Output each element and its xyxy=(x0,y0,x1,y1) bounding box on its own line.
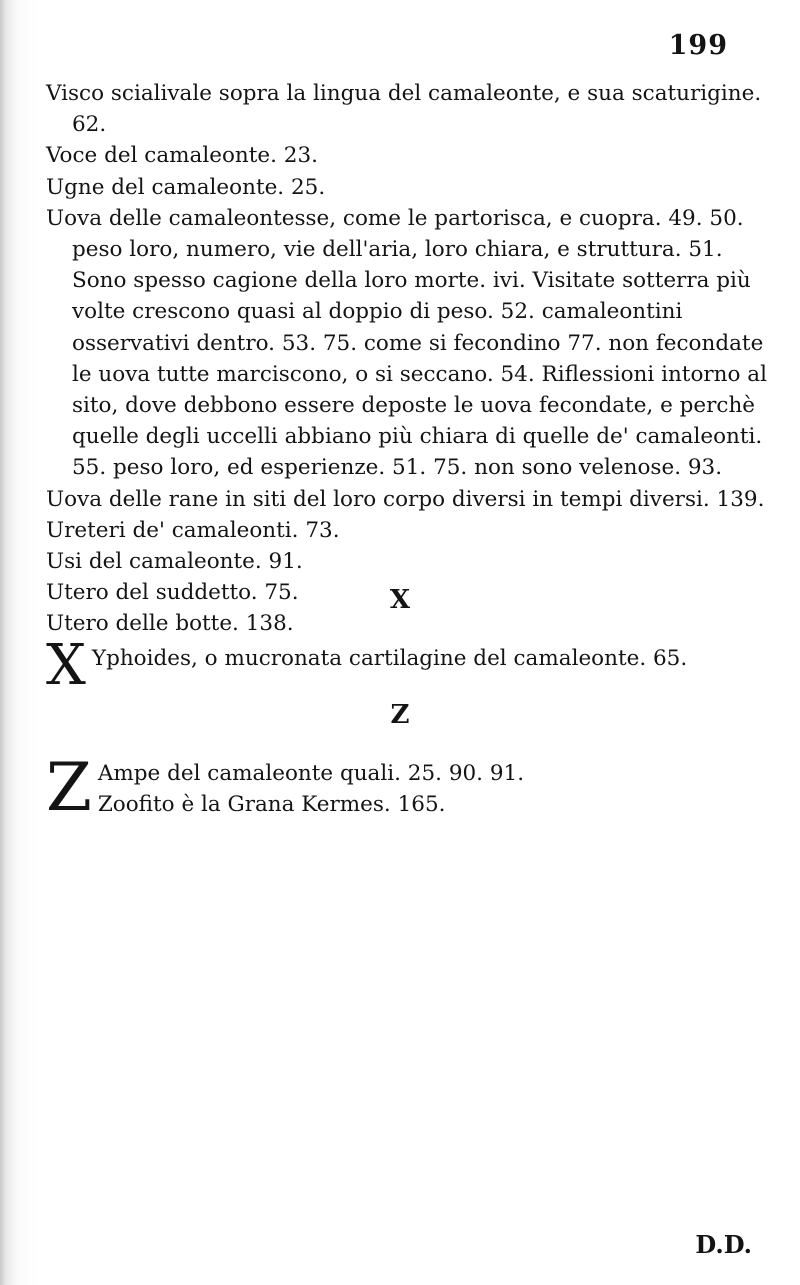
page-number: 199 xyxy=(668,30,728,61)
drop-cap-z: Z xyxy=(46,749,92,826)
index-entry: Utero del suddetto. 75. xyxy=(46,580,299,606)
index-entry: Uova delle rane in siti del loro corpo diversi in tempi diversi. 139. xyxy=(46,486,765,512)
index-entry: Ugne del camaleonte. 25. xyxy=(46,174,326,200)
catchword: D.D. xyxy=(695,1230,752,1259)
section-heading-z: Z xyxy=(390,700,410,730)
section-z-entry xyxy=(46,749,771,826)
index-entry: Yphoides, o mucronata cartilagine del camaleonte. 65. xyxy=(91,646,688,671)
index-entry: Zoofito è la Grana Kermes. 165. xyxy=(97,792,446,818)
index-entry: Visco scialivale sopra la lingua del camaleonte, e sua scaturigine. 62. xyxy=(46,81,762,138)
index-entries xyxy=(46,78,771,640)
section-heading-x: X xyxy=(389,585,411,615)
section-x-entry xyxy=(46,633,771,698)
index-entry: Ampe del camaleonte quali. 25. 90. 91. xyxy=(97,761,525,786)
index-entry: Utero delle botte. 138. xyxy=(46,611,294,637)
index-entry: Ureteri de' camaleonti. 73. xyxy=(46,517,340,543)
index-entry: Usi del camaleonte. 91. xyxy=(46,549,303,575)
index-entry: Uova delle camaleontesse, come le partorisca, e cuopra. 49. 50. peso loro, numero, vie dell'aria, loro chiara, e struttura. 51. Sono spesso cagione della loro morte. ivi. Visitate sotterra più volte crescono quasi al doppio di peso. 52. camaleontini osservativi dentro. 53. 75. come si fecondino 77. non fecondate le uova tutte marciscono, o si seccano. 54. Riflessioni intorno al sito, dove debbono essere deposte le uova fecondate, e perchè quelle degli uccelli abbiano più chiara di quelle de' camaleonti. 55. peso loro, ed esperienze. 51. 75. non sono velenose. 93. xyxy=(46,205,767,481)
drop-cap-x: X xyxy=(46,633,86,698)
index-entry: Voce del camaleonte. 23. xyxy=(46,143,318,169)
